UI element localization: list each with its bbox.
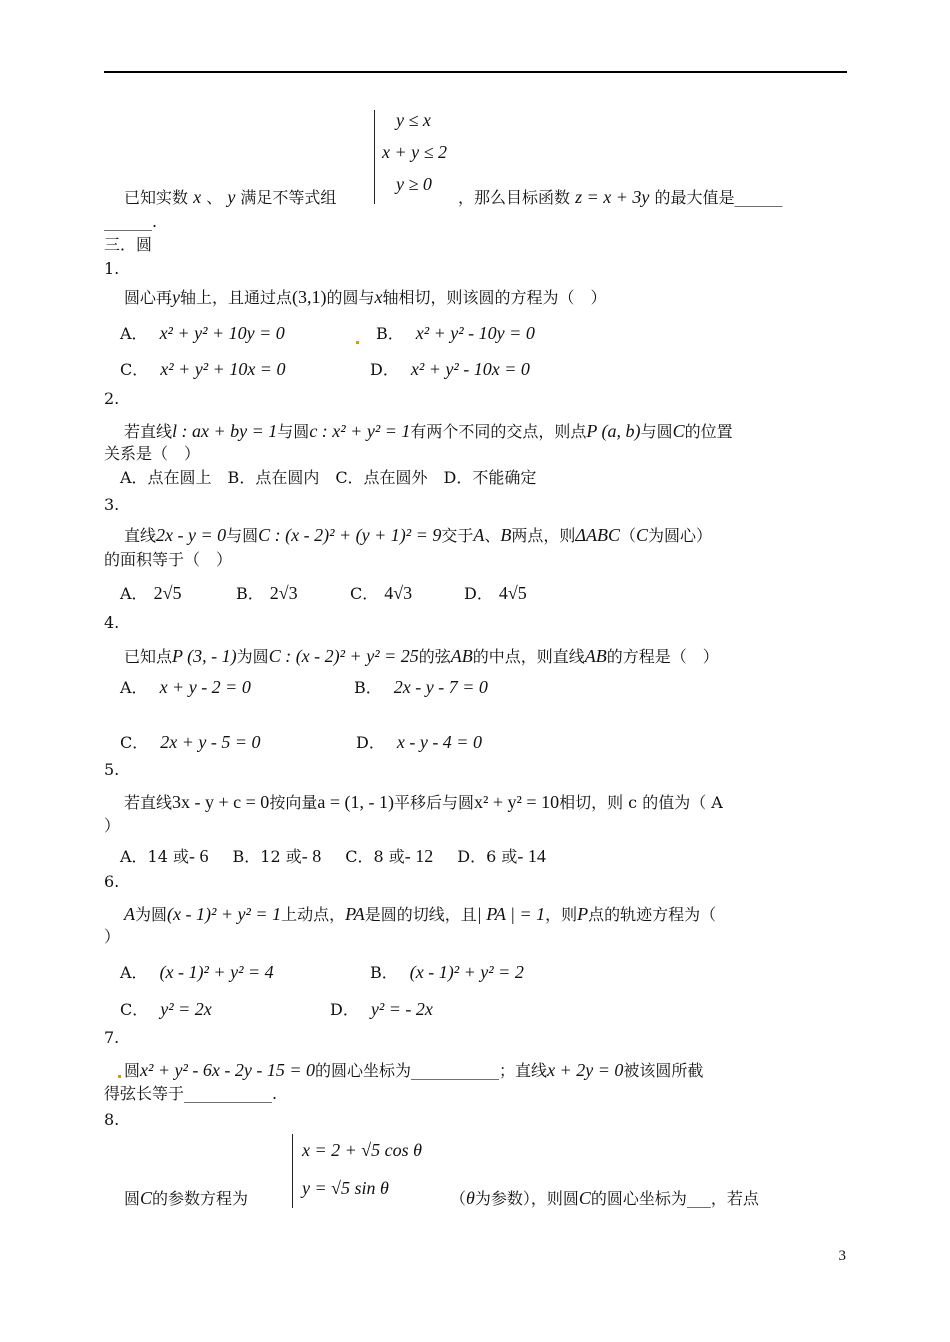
- q3-option-c: C． 4√3: [350, 583, 413, 603]
- q6-option-d: D． y² = - 2x: [330, 999, 433, 1019]
- q6-option-c: C． y² = 2x: [120, 999, 212, 1019]
- q7-stem: 圆x² + y² - 6x - 2y - 15 = 0的圆心坐标为___________；直线x + 2y = 0被该圆所截: [124, 1060, 704, 1080]
- stray-mark: [356, 341, 359, 344]
- q4-number: 4.: [104, 613, 120, 632]
- q2-number: 2.: [104, 389, 120, 408]
- q1-stem: 圆心再y轴上，且通过点(3,1)的圆与x轴相切，则该圆的方程为（ ）: [124, 287, 607, 307]
- q5-number: 5.: [104, 760, 120, 779]
- q2-stem: 若直线l : ax + by = 1与圆c : x² + y² = 1有两个不同的交点，则点P (a, b)与圆C的位置: [124, 421, 733, 441]
- intro-line: 已知实数 x 、 y 满足不等式组: [124, 187, 337, 207]
- intro-line-right: ，那么目标函数 z = x + 3y 的最大值是______: [458, 187, 783, 207]
- q8-stem-right: （θ为参数），则圆C的圆心坐标为___，若点: [450, 1188, 759, 1208]
- q5-stem: 若直线3x - y + c = 0按向量a = (1, - 1)平移后与圆x² + y² = 10相切，则 c 的值为（ A: [124, 792, 723, 812]
- q3-option-a: A． 2√5: [120, 583, 182, 603]
- q6-option-b: B． (x - 1)² + y² = 2: [370, 962, 524, 982]
- q1-option-c: C． x² + y² + 10x = 0: [120, 359, 286, 379]
- q3-number: 3.: [104, 495, 120, 514]
- q5-options: A．14 或- 6 B．12 或- 8 C．8 或- 12 D．6 或- 14: [120, 846, 546, 866]
- section-title: 三．圆: [104, 235, 153, 254]
- q2-stem-2: 关系是（ ）: [104, 444, 201, 463]
- q3-stem-2: 的面积等于（ ）: [104, 550, 233, 569]
- stray-mark: [118, 1075, 121, 1078]
- q4-option-a: A． x + y - 2 = 0: [120, 677, 251, 697]
- q4-stem: 已知点P (3, - 1)为圆C : (x - 2)² + y² = 25的弦AB的中点，则直线AB的方程是（ ）: [124, 646, 719, 666]
- q1-number: 1.: [104, 259, 120, 278]
- q7-number: 7.: [104, 1028, 120, 1047]
- q6-number: 6.: [104, 872, 120, 891]
- q4-option-c: C． 2x + y - 5 = 0: [120, 732, 261, 752]
- q1-option-b: B． x² + y² - 10y = 0: [376, 323, 535, 343]
- q7-stem-2: 得弦长等于___________.: [104, 1084, 278, 1103]
- q8-number: 8.: [104, 1110, 120, 1129]
- q6-stem-2: ）: [104, 927, 121, 946]
- q3-stem: 直线2x - y = 0与圆C : (x - 2)² + (y + 1)² = 9交于A、B两点，则ΔABC（C为圆心）: [124, 525, 712, 545]
- q5-stem-2: ）: [104, 816, 121, 835]
- header-rule: [104, 71, 847, 73]
- q4-option-d: D． x - y - 4 = 0: [356, 732, 482, 752]
- q4-option-b: B． 2x - y - 7 = 0: [354, 677, 488, 697]
- q6-option-a: A． (x - 1)² + y² = 4: [120, 962, 274, 982]
- intro-blank: ______.: [104, 212, 158, 231]
- q3-option-b: B． 2√3: [236, 583, 298, 603]
- q1-option-a: A． x² + y² + 10y = 0: [120, 323, 285, 343]
- page-number: 3: [838, 1248, 846, 1264]
- q3-option-d: D． 4√5: [464, 583, 527, 603]
- q1-option-d: D． x² + y² - 10x = 0: [370, 359, 530, 379]
- q8-stem: 圆C的参数方程为: [124, 1188, 249, 1208]
- q6-stem: A为圆(x - 1)² + y² = 1上动点，PA是圆的切线，且| PA | = 1，则P点的轨迹方程为（: [124, 904, 717, 924]
- q2-options: A．点在圆上 B．点在圆内 C．点在圆外 D．不能确定: [120, 468, 537, 487]
